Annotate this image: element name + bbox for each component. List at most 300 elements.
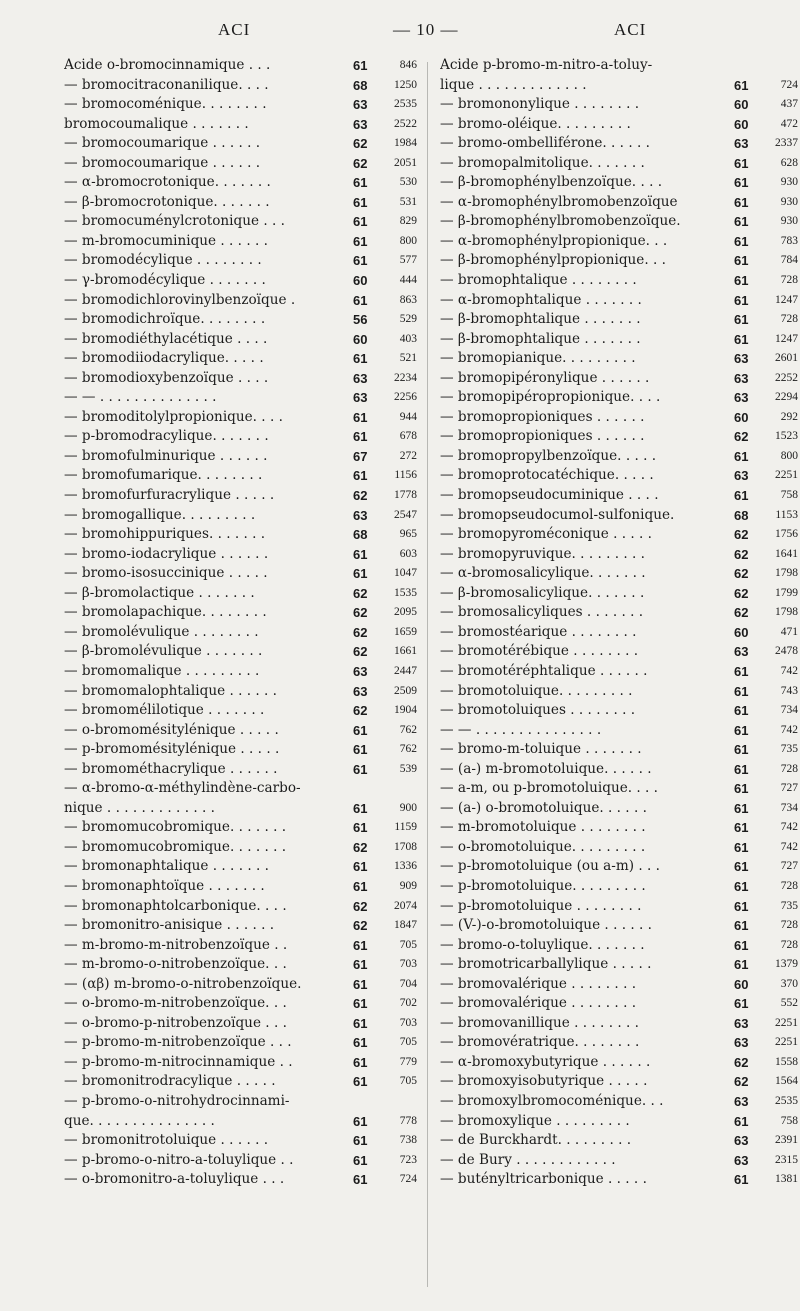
entry-volume: 62 (734, 429, 749, 445)
entry-page: 930 (780, 195, 798, 208)
entry-name: — β-bromophénylbenzoïque. . . . (440, 174, 663, 191)
entry-page: 530 (399, 176, 417, 189)
index-entry (64, 994, 417, 1014)
index-entry (64, 642, 417, 662)
entry-name: — bromopyruvique. . . . . . . . . (440, 545, 645, 562)
index-entry (440, 291, 798, 311)
index-entry (64, 897, 417, 917)
entry-name: — bromopipéronylique . . . . . . (440, 369, 650, 386)
entry-name: — bromo-isosuccinique . . . . . (64, 565, 268, 582)
entry-page: 1535 (394, 586, 417, 599)
entry-name: — bromotoluique. . . . . . . . . (440, 682, 633, 699)
entry-volume: 61 (353, 1015, 368, 1031)
entry-volume: 61 (734, 1172, 749, 1188)
index-entry (64, 975, 417, 995)
entry-page: 1250 (394, 78, 417, 91)
index-entry (64, 1053, 417, 1073)
entry-name: nique . . . . . . . . . . . . . (64, 799, 215, 816)
entry-volume: 61 (353, 937, 368, 953)
entry-name: que. . . . . . . . . . . . . . . (64, 1112, 215, 1129)
index-entry (64, 271, 417, 291)
entry-volume: 62 (353, 605, 368, 621)
entry-name: — m-bromotoluique . . . . . . . . (440, 819, 646, 836)
index-entry (440, 936, 798, 956)
entry-volume: 62 (353, 918, 368, 934)
entry-page: 1798 (775, 606, 798, 619)
entry-name: — bromonaphtalique . . . . . . . (64, 858, 269, 875)
entry-volume: 61 (734, 859, 749, 875)
entry-page: 723 (399, 1153, 417, 1166)
index-entry (440, 584, 798, 604)
entry-volume: 61 (734, 898, 749, 914)
entry-volume: 61 (734, 800, 749, 816)
entry-page: 292 (780, 410, 798, 423)
entry-page: 1379 (775, 958, 798, 971)
entry-page: 1659 (394, 625, 417, 638)
entry-page: 742 (780, 723, 798, 736)
entry-name: — p-bromodracylique. . . . . . . (64, 428, 269, 445)
index-entry (440, 251, 798, 271)
entry-volume: 67 (353, 448, 368, 464)
entry-page: 2478 (775, 645, 798, 658)
entry-name: — bromopseudocumol-sulfonique. (440, 506, 675, 523)
entry-name: — bromopalmitolique. . . . . . . (440, 154, 645, 171)
header-left: ACI (218, 20, 251, 39)
index-entry (440, 740, 798, 760)
entry-volume: 61 (353, 761, 368, 777)
entry-page: 1847 (394, 919, 417, 932)
index-entry (64, 330, 417, 350)
entry-volume: 61 (734, 1113, 749, 1129)
entry-name: — bromodécylique . . . . . . . . (64, 252, 262, 269)
entry-page: 944 (399, 410, 417, 423)
index-entry (64, 1151, 417, 1171)
index-entry (440, 232, 798, 252)
entry-page: 370 (780, 977, 798, 990)
index-entry (64, 388, 417, 408)
entry-page: 2251 (775, 1036, 798, 1049)
entry-page: 703 (399, 1016, 417, 1029)
entry-volume: 61 (734, 683, 749, 699)
index-entry (64, 173, 417, 193)
entry-name: — β-bromophénylbromobenzoïque. (440, 213, 681, 230)
entry-page: 728 (780, 919, 798, 932)
index-entry (64, 369, 417, 389)
entry-page: 778 (399, 1114, 417, 1127)
entry-page: 2337 (775, 137, 798, 150)
entry-name: — bromonitrodracylique . . . . . (64, 1073, 276, 1090)
entry-page: 552 (780, 997, 798, 1010)
entry-page: 705 (399, 1075, 417, 1088)
entry-name: — p-bromo-m-nitrocinnamique . . (64, 1053, 293, 1070)
entry-name: — bromovalérique . . . . . . . . (440, 995, 637, 1012)
entry-name: — bromovératrique. . . . . . . . (440, 1034, 640, 1051)
entry-volume: 61 (353, 976, 368, 992)
entry-volume: 60 (734, 624, 749, 640)
index-entry (64, 955, 417, 975)
entry-name: — γ-bromodécylique . . . . . . . (64, 272, 266, 289)
entry-name: — — . . . . . . . . . . . . . . . (440, 721, 602, 738)
entry-volume: 61 (353, 800, 368, 816)
entry-page: 728 (780, 274, 798, 287)
entry-page: 965 (399, 528, 417, 541)
entry-volume: 61 (734, 155, 749, 171)
entry-name: — bromotoluiques . . . . . . . . (440, 702, 636, 719)
index-entry (440, 818, 798, 838)
entry-volume: 61 (353, 194, 368, 210)
index-entry (440, 682, 798, 702)
entry-page: 577 (399, 254, 417, 267)
entry-volume: 62 (734, 546, 749, 562)
entry-name: — bromovanillique . . . . . . . . (440, 1014, 639, 1031)
entry-page: 728 (780, 938, 798, 951)
entry-name: — bromonaphtoïque . . . . . . . (64, 877, 265, 894)
entry-volume: 61 (734, 878, 749, 894)
index-entry (440, 388, 798, 408)
index-entry (440, 427, 798, 447)
entry-volume: 68 (353, 527, 368, 543)
entry-volume: 61 (734, 820, 749, 836)
entry-name: — bromocoumarique . . . . . . (64, 135, 261, 152)
entry-name: — α-bromophénylbromobenzoïque (440, 193, 678, 210)
entry-volume: 62 (353, 898, 368, 914)
index-entry (64, 662, 417, 682)
entry-page: 742 (780, 840, 798, 853)
entry-name: — α-bromophtalique . . . . . . . (440, 291, 642, 308)
index-entry (440, 916, 798, 936)
entry-name: — bromomucobromique. . . . . . . (64, 838, 287, 855)
entry-volume: 61 (734, 937, 749, 953)
entry-volume: 61 (353, 292, 368, 308)
index-entry (440, 76, 798, 96)
entry-volume: 61 (353, 820, 368, 836)
entry-page: 521 (399, 352, 417, 365)
entry-volume: 61 (734, 781, 749, 797)
entry-name: — m-bromo-m-nitrobenzoïque . . (64, 936, 288, 953)
entry-volume: 61 (734, 722, 749, 738)
entry-volume: 62 (353, 839, 368, 855)
entry-page: 2535 (775, 1094, 798, 1107)
entry-volume: 63 (734, 1035, 749, 1051)
index-entry (440, 330, 798, 350)
index-entry (64, 408, 417, 428)
index-entry (64, 310, 417, 330)
entry-volume: 63 (353, 683, 368, 699)
entry-volume: 61 (734, 839, 749, 855)
entry-volume: 61 (353, 429, 368, 445)
entry-name: — bromolapachique. . . . . . . . (64, 604, 267, 621)
entry-name: — bromomalophtalique . . . . . . (64, 682, 277, 699)
entry-page: 437 (780, 98, 798, 111)
entry-name: — α-bromophénylpropionique. . . (440, 232, 668, 249)
entry-volume: 61 (734, 214, 749, 230)
entry-volume: 61 (734, 292, 749, 308)
entry-volume: 61 (353, 233, 368, 249)
entry-page: 1904 (394, 704, 417, 717)
index-entry (440, 1170, 798, 1190)
entry-name: Acide o-bromocinnamique . . . (64, 57, 271, 73)
entry-page: 758 (780, 1114, 798, 1127)
index-entry (440, 1092, 798, 1112)
entry-page: 800 (780, 449, 798, 462)
index-entry (440, 1033, 798, 1053)
entry-name: — bromogallique. . . . . . . . . (64, 506, 256, 523)
index-entry (64, 291, 417, 311)
entry-name: — p-bromo-o-nitro-a-toluylique . . (64, 1151, 294, 1168)
entry-name: — bromosalicyliques . . . . . . . (440, 604, 644, 621)
index-entry (440, 545, 798, 565)
entry-page: 603 (399, 547, 417, 560)
entry-page: 1381 (775, 1173, 798, 1186)
index-entry (440, 1151, 798, 1171)
index-entry (64, 1112, 417, 1132)
entry-volume: 60 (353, 331, 368, 347)
entry-name: — bromocoumarique . . . . . . (64, 154, 261, 171)
entry-name: — bromotricarballylique . . . . . (440, 956, 652, 973)
entry-page: 704 (399, 977, 417, 990)
entry-page: 1756 (775, 528, 798, 541)
entry-page: 762 (399, 743, 417, 756)
entry-name: — bromo-iodacrylique . . . . . . (64, 545, 269, 562)
entry-volume: 62 (734, 566, 749, 582)
entry-page: 724 (399, 1173, 417, 1186)
entry-volume: 61 (353, 996, 368, 1012)
entry-name: — bromodiéthylacétique . . . . (64, 330, 268, 347)
entry-page: 529 (399, 313, 417, 326)
entry-name: — m-bromocuminique . . . . . . (64, 232, 268, 249)
entry-volume: 61 (353, 566, 368, 582)
index-entry (440, 662, 798, 682)
entry-volume: 61 (353, 253, 368, 269)
index-entry (64, 115, 417, 135)
entry-volume: 61 (734, 996, 749, 1012)
entry-volume: 61 (734, 233, 749, 249)
entry-name: — bromodioxybenzoïque . . . . (64, 369, 269, 386)
entry-page: 863 (399, 293, 417, 306)
entry-page: 2601 (775, 352, 798, 365)
entry-volume: 62 (734, 1074, 749, 1090)
entry-page: 930 (780, 215, 798, 228)
index-entry (64, 349, 417, 369)
left-column (64, 56, 417, 1190)
index-entry (64, 76, 417, 96)
entry-page: 1047 (394, 567, 417, 580)
entry-page: 1336 (394, 860, 417, 873)
entry-page: 724 (780, 78, 798, 91)
entry-volume: 68 (734, 507, 749, 523)
index-entry (440, 408, 798, 428)
entry-volume: 62 (353, 644, 368, 660)
entry-page: 783 (780, 234, 798, 247)
entry-page: 1156 (394, 469, 417, 482)
index-entry (440, 877, 798, 897)
entry-page: 930 (780, 176, 798, 189)
entry-name: — bromo-o-toluylique. . . . . . . (440, 936, 645, 953)
entry-name: — bromocuménylcrotonique . . . (64, 213, 285, 230)
entry-volume: 63 (734, 390, 749, 406)
index-entry (64, 877, 417, 897)
entry-page: 1564 (775, 1075, 798, 1088)
entry-page: 1247 (775, 293, 798, 306)
entry-volume: 62 (353, 488, 368, 504)
entry-page: 1247 (775, 332, 798, 345)
entry-name: — β-bromosalicylique. . . . . . . (440, 584, 645, 601)
entry-page: 2074 (394, 899, 417, 912)
entry-name: — bromodichroïque. . . . . . . . (64, 311, 266, 328)
entry-name: — (a-) o-bromotoluique. . . . . . (440, 799, 647, 816)
entry-page: 735 (780, 899, 798, 912)
index-entry (64, 447, 417, 467)
entry-page: 471 (780, 625, 798, 638)
entry-volume: 61 (734, 312, 749, 328)
index-entry (64, 212, 417, 232)
index-entry (440, 623, 798, 643)
index-entry (440, 1053, 798, 1073)
entry-name: bromocoumalique . . . . . . . (64, 115, 249, 132)
entry-page: 758 (780, 489, 798, 502)
entry-volume: 63 (353, 663, 368, 679)
entry-name: — m-bromo-o-nitrobenzoïque. . . (64, 956, 287, 973)
entry-name: — bromovalérique . . . . . . . . (440, 975, 637, 992)
entry-volume: 63 (353, 390, 368, 406)
entry-page: 727 (780, 860, 798, 873)
entry-name: — bromonitro-anisique . . . . . . (64, 917, 275, 934)
index-entry (440, 897, 798, 917)
entry-name: — bromotérébique . . . . . . . . (440, 643, 639, 660)
entry-name: — α-bromosalicylique. . . . . . . (440, 565, 646, 582)
entry-name: — bromo-oléique. . . . . . . . . (440, 115, 631, 132)
entry-volume: 63 (734, 1093, 749, 1109)
index-entry (64, 857, 417, 877)
entry-page: 678 (399, 430, 417, 443)
entry-name: — bromopianique. . . . . . . . . (440, 350, 636, 367)
entry-volume: 61 (734, 448, 749, 464)
index-entry (64, 193, 417, 213)
entry-name: — α-bromo-α-méthylindène-carbo- (64, 780, 301, 797)
index-entry (64, 760, 417, 780)
entry-page: 779 (399, 1055, 417, 1068)
entry-name: — β-bromolactique . . . . . . . (64, 584, 255, 601)
column-divider (427, 62, 428, 1287)
entry-name: — β-bromophtalique . . . . . . . (440, 330, 641, 347)
entry-page: 705 (399, 938, 417, 951)
entry-volume: 62 (734, 605, 749, 621)
index-entry (64, 818, 417, 838)
entry-page: 628 (780, 156, 798, 169)
index-entry (64, 1014, 417, 1034)
entry-volume: 63 (734, 1015, 749, 1031)
index-entry (64, 564, 417, 584)
entry-page: 703 (399, 958, 417, 971)
entry-name: — bromomélilotique . . . . . . . (64, 702, 265, 719)
index-entry (64, 486, 417, 506)
entry-page: 1708 (394, 840, 417, 853)
entry-name: lique . . . . . . . . . . . . . (440, 76, 587, 93)
index-entry (440, 134, 798, 154)
entry-page: 743 (780, 684, 798, 697)
index-entry (440, 447, 798, 467)
entry-page: 2391 (775, 1134, 798, 1147)
entry-volume: 61 (353, 742, 368, 758)
entry-page: 727 (780, 782, 798, 795)
entry-name: — (αβ) m-bromo-o-nitrobenzoïque. (64, 975, 302, 992)
index-entry (64, 799, 417, 819)
entry-name: — de Bury . . . . . . . . . . . . (440, 1151, 616, 1168)
entry-volume: 61 (734, 273, 749, 289)
entry-volume: 61 (353, 214, 368, 230)
entry-page: 2095 (394, 606, 417, 619)
entry-page: 2251 (775, 1016, 798, 1029)
entry-page: 738 (399, 1134, 417, 1147)
entry-volume: 61 (353, 859, 368, 875)
entry-name: — α-bromoxybutyrique . . . . . . (440, 1053, 651, 1070)
entry-page: 539 (399, 762, 417, 775)
entry-page: 1558 (775, 1055, 798, 1068)
index-entry (440, 642, 798, 662)
entry-volume: 61 (734, 194, 749, 210)
entry-name: — bromopyroméconique . . . . . (440, 526, 652, 543)
entry-name: — bromostéarique . . . . . . . . (440, 623, 637, 640)
index-entry (440, 721, 798, 741)
entry-page: 900 (399, 801, 417, 814)
index-entry (64, 134, 417, 154)
entry-volume: 63 (734, 1152, 749, 1168)
entry-page: 705 (399, 1036, 417, 1049)
entry-page: 2447 (394, 664, 417, 677)
entry-name: — bromoxylique . . . . . . . . . (440, 1112, 630, 1129)
entry-name: — bromocoménique. . . . . . . . (64, 96, 267, 113)
index-entry (440, 994, 798, 1014)
entry-name: — bromoprotocatéchique. . . . . (440, 467, 654, 484)
index-entry (64, 232, 417, 252)
index-entry (64, 701, 417, 721)
index-entry (64, 1033, 417, 1053)
entry-name: — bromo-ombelliférone. . . . . . (440, 135, 650, 152)
entry-page: 2315 (775, 1153, 798, 1166)
entry-page: 846 (399, 59, 417, 71)
entry-name: — bromodichlorovinylbenzoïque . (64, 291, 296, 308)
index-entry (440, 955, 798, 975)
entry-page: 742 (780, 821, 798, 834)
index-entry (64, 427, 417, 447)
entry-name: — o-bromo-m-nitrobenzoïque. . . (64, 995, 287, 1012)
entry-page: 2234 (394, 371, 417, 384)
entry-volume: 61 (734, 663, 749, 679)
entry-page: 734 (780, 801, 798, 814)
index-entry (440, 95, 798, 115)
index-entry (440, 506, 798, 526)
entry-volume: 61 (353, 878, 368, 894)
entry-name: — bromonaphtolcarbonique. . . . (64, 897, 287, 914)
entry-page: 2256 (394, 391, 417, 404)
index-entry (64, 936, 417, 956)
index-entry (440, 701, 798, 721)
entry-name: — bromopropioniques . . . . . . (440, 408, 645, 425)
entry-name: — β-bromophénylpropionique. . . (440, 252, 666, 269)
entry-volume: 61 (734, 77, 749, 93)
entry-name: — bromofulminurique . . . . . . (64, 447, 268, 464)
entry-volume: 61 (353, 1074, 368, 1090)
index-entry (64, 506, 417, 526)
index-entry (440, 1131, 798, 1151)
entry-volume: 63 (353, 370, 368, 386)
index-entry (440, 466, 798, 486)
entry-name: — o-bromonitro-a-toluylique . . . (64, 1171, 285, 1188)
entry-volume: 63 (734, 644, 749, 660)
index-entry (64, 1092, 409, 1112)
entry-name: — bromométhacrylique . . . . . . (64, 760, 278, 777)
entry-volume: 62 (353, 155, 368, 171)
